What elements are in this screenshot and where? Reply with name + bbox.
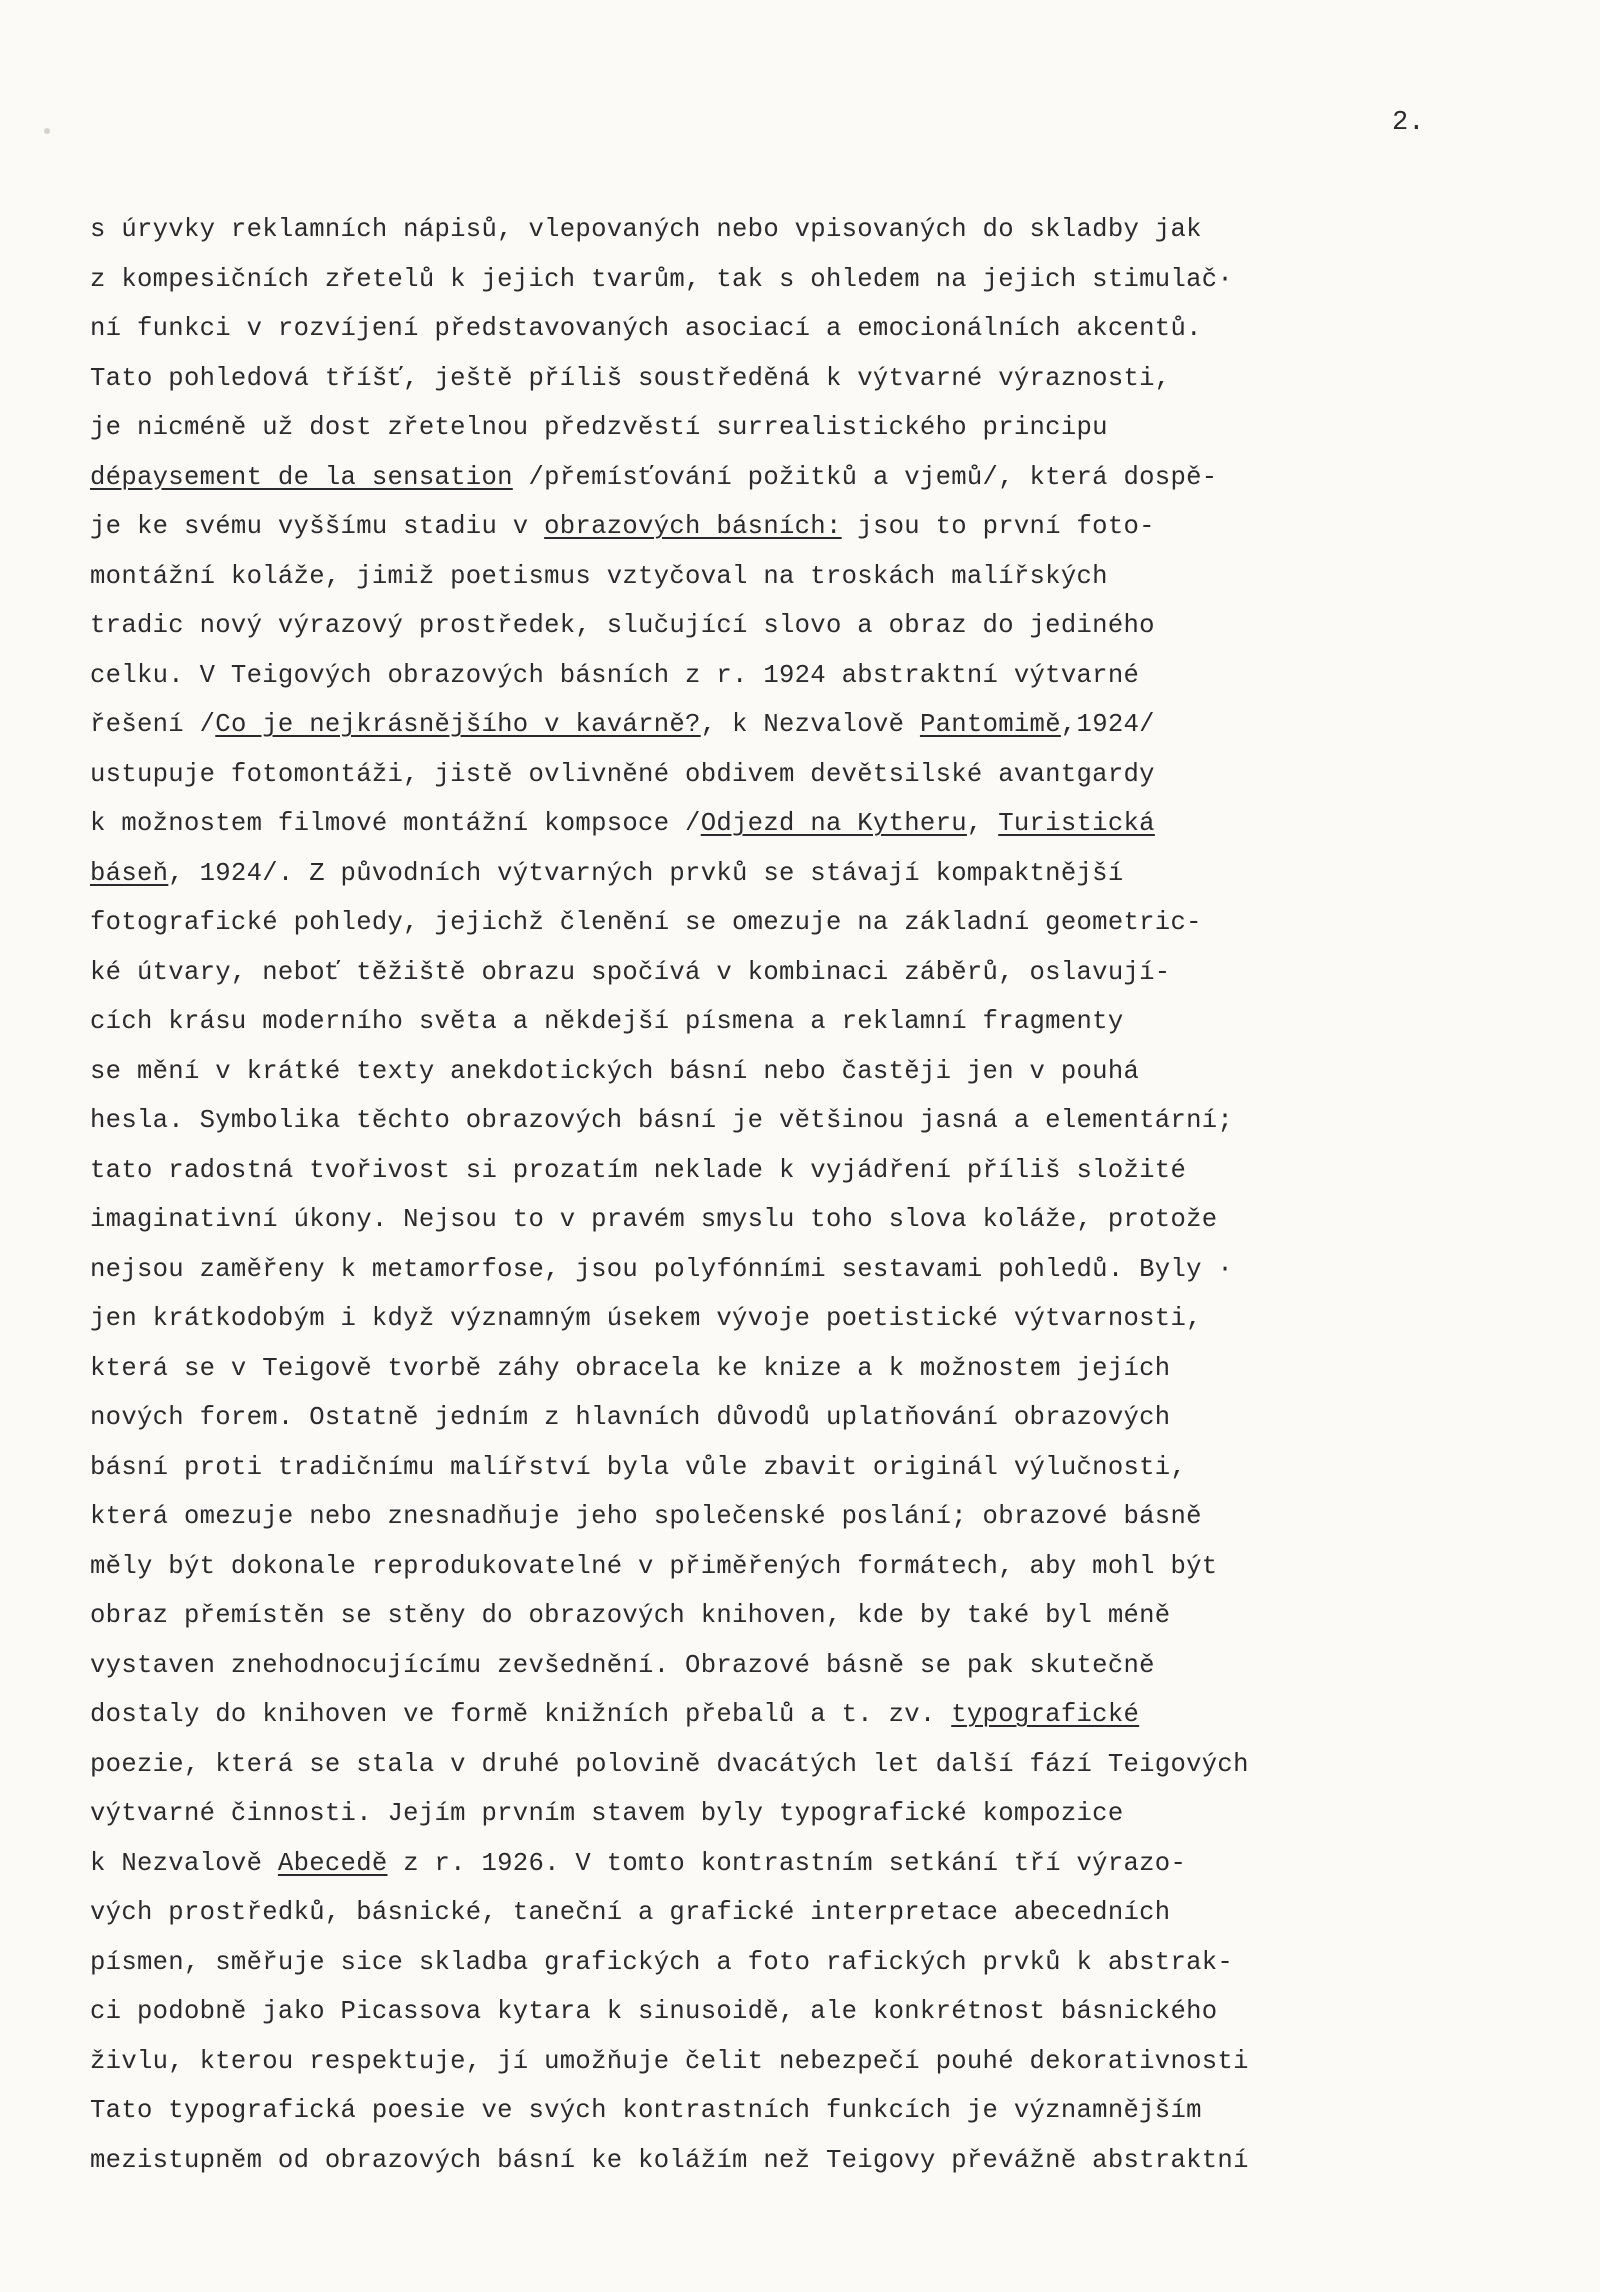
text-line bbox=[90, 1146, 1590, 1196]
page-number: 2. bbox=[1392, 108, 1425, 138]
text-line bbox=[90, 1690, 1590, 1740]
line-text: poezie, která se stala v druhé polovině dvacátých let další fází Teigových bbox=[90, 1749, 1249, 1779]
text-line bbox=[90, 1195, 1590, 1245]
line-text: k možnostem filmové montážní kompsoce / bbox=[90, 809, 701, 838]
text-line bbox=[90, 1393, 1590, 1443]
text-line bbox=[90, 948, 1590, 998]
line-text: s úryvky reklamních nápisů, vlepovaných nebo vpisovaných do skladby jak bbox=[90, 215, 1202, 244]
line-text: vých prostředků, básnické, taneční a grafické interpretace abecedních bbox=[90, 1898, 1171, 1927]
line-text: k Nezvalově bbox=[90, 1848, 278, 1878]
text-line bbox=[90, 1542, 1590, 1592]
text-line bbox=[90, 849, 1590, 899]
line-text: Tato pohledová tříšť, ještě příliš soustředěná k výtvarné výraznosti, bbox=[90, 363, 1171, 393]
line-text: ci podobně jako Picassova kytara k sinusoidě, ale konkrétnost básnického bbox=[90, 1997, 1218, 2026]
line-text: fotografické pohledy, jejichž členění se omezuje na základní geometric- bbox=[90, 908, 1202, 937]
line-text: celku. V Teigových obrazových básních z r. 1924 abstraktní výtvarné bbox=[90, 660, 1140, 690]
line-text: mezistupněm od obrazových básní ke kolážím než Teigovy převážně abstraktní bbox=[90, 2145, 1249, 2175]
line-text: vystaven znehodnocujícímu zevšednění. Obrazové básně se pak skutečně bbox=[90, 1650, 1155, 1680]
underlined-title: báseň bbox=[90, 858, 169, 888]
line-text: z kompesičních zřetelů k jejich tvarům, tak s ohledem na jejich stimulač· bbox=[90, 264, 1234, 294]
text-line bbox=[90, 403, 1590, 453]
text-line bbox=[90, 1294, 1590, 1344]
text-line bbox=[90, 750, 1590, 800]
line-text: , 1924/. Z původních výtvarných prvků se stávají kompaktnější bbox=[168, 858, 1124, 888]
text-line bbox=[90, 255, 1590, 305]
text-line bbox=[90, 1591, 1590, 1641]
text-line bbox=[90, 502, 1590, 552]
text-line bbox=[90, 1245, 1590, 1295]
line-text: řešení / bbox=[90, 710, 216, 739]
underlined-title: Co je nejkrásnějšího v kavárně? bbox=[215, 710, 701, 739]
line-text: z r. 1926. V tomto kontrastním setkání tří výrazo- bbox=[387, 1848, 1187, 1878]
underlined-title: Turistická bbox=[998, 809, 1155, 838]
line-text: obraz přemístěn se stěny do obrazových knihoven, kde by také byl méně bbox=[90, 1601, 1171, 1630]
text-line bbox=[90, 205, 1590, 255]
text-line bbox=[90, 1938, 1590, 1988]
text-line bbox=[90, 898, 1590, 948]
line-text: básní proti tradičnímu malířství byla vůle zbavit originál výlučnosti, bbox=[90, 1452, 1187, 1482]
line-text: ustupuje fotomontáži, jistě ovlivněné obdivem devětsilské avantgardy bbox=[90, 759, 1155, 789]
text-line bbox=[90, 2136, 1590, 2186]
body-text bbox=[90, 205, 1590, 2185]
line-text: , bbox=[966, 809, 999, 838]
underlined-title: Odjezd na Kytheru bbox=[700, 809, 967, 838]
text-line bbox=[90, 354, 1590, 404]
text-line bbox=[90, 552, 1590, 602]
line-text: výtvarné činnosti. Jejím prvním stavem byly typografické kompozice bbox=[90, 1799, 1124, 1828]
line-text: je ke svému vyššímu stadiu v bbox=[90, 512, 545, 541]
text-line bbox=[90, 651, 1590, 701]
line-text: se mění v krátké texty anekdotických básní nebo častěji jen v pouhá bbox=[90, 1056, 1140, 1086]
line-text: dostaly do knihoven ve formě knižních přebalů a t. zv. bbox=[90, 1700, 952, 1729]
text-line bbox=[90, 1740, 1590, 1790]
underlined-title: Pantomimě bbox=[919, 710, 1061, 739]
text-line bbox=[90, 799, 1590, 849]
line-text: je nicméně už dost zřetelnou předzvěstí surrealistického principu bbox=[90, 413, 1108, 442]
text-line bbox=[90, 700, 1590, 750]
text-line bbox=[90, 1443, 1590, 1493]
line-text: ní funkci v rozvíjení představovaných asociací a emocionálních akcentů. bbox=[90, 314, 1202, 343]
line-text: cích krásu moderního světa a někdejší písmena a reklamní fragmenty bbox=[90, 1007, 1124, 1036]
line-text: tradic nový výrazový prostředek, slučující slovo a obraz do jediného bbox=[90, 611, 1155, 640]
underlined-title: dépaysement de la sensation bbox=[90, 462, 513, 492]
text-line bbox=[90, 1344, 1590, 1394]
line-text: hesla. Symbolika těchto obrazových básní je většinou jasná a elementární; bbox=[90, 1106, 1234, 1135]
line-text: měly být dokonale reprodukovatelné v přiměřených formátech, aby mohl být bbox=[90, 1551, 1218, 1581]
text-line bbox=[90, 453, 1590, 503]
text-line bbox=[90, 2086, 1590, 2136]
line-text: jen krátkodobým i když významným úsekem vývoje poetistické výtvarnosti, bbox=[90, 1304, 1202, 1333]
line-text: nových forem. Ostatně jedním z hlavních důvodů uplatňování obrazových bbox=[90, 1403, 1171, 1432]
text-line bbox=[90, 1492, 1590, 1542]
line-text: , k Nezvalově bbox=[700, 710, 920, 739]
line-text: jsou to první foto- bbox=[841, 512, 1155, 541]
line-text: tato radostná tvořivost si prozatím neklade k vyjádření příliš složité bbox=[90, 1155, 1187, 1185]
line-text: nejsou zaměřeny k metamorfose, jsou polyfónními sestavami pohledů. Byly · bbox=[90, 1254, 1234, 1284]
line-text: která se v Teigově tvorbě záhy obracela ke knize a k možnostem jejích bbox=[90, 1353, 1171, 1383]
underlined-title: Abecedě bbox=[277, 1848, 388, 1878]
text-line bbox=[90, 304, 1590, 354]
text-line bbox=[90, 1789, 1590, 1839]
line-text: /přemísťování požitků a vjemů/, která dospě- bbox=[512, 462, 1218, 492]
text-line bbox=[90, 1047, 1590, 1097]
paper-speck bbox=[44, 128, 50, 134]
line-text: která omezuje nebo znesnadňuje jeho společenské poslání; obrazové básně bbox=[90, 1502, 1202, 1531]
line-text: Tato typografická poesie ve svých kontrastních funkcích je významnějším bbox=[90, 2096, 1202, 2125]
line-text: písmen, směřuje sice skladba grafických a foto rafických prvků k abstrak- bbox=[90, 1947, 1234, 1977]
text-line bbox=[90, 1096, 1590, 1146]
underlined-title: obrazových básních: bbox=[544, 512, 842, 541]
line-text: ké útvary, neboť těžiště obrazu spočívá v kombinaci záběrů, oslavují- bbox=[90, 957, 1171, 987]
text-line bbox=[90, 1888, 1590, 1938]
line-text: montážní koláže, jimiž poetismus vztyčoval na troskách malířských bbox=[90, 561, 1108, 591]
text-line bbox=[90, 1839, 1590, 1889]
line-text: ,1924/ bbox=[1060, 710, 1155, 739]
text-line bbox=[90, 1987, 1590, 2037]
line-text: živlu, kterou respektuje, jí umožňuje čelit nebezpečí pouhé dekorativnosti bbox=[90, 2046, 1249, 2076]
line-text: imaginativní úkony. Nejsou to v pravém smyslu toho slova koláže, protože bbox=[90, 1205, 1218, 1234]
text-line bbox=[90, 2037, 1590, 2087]
underlined-title: typografické bbox=[951, 1700, 1140, 1729]
text-line bbox=[90, 601, 1590, 651]
text-line bbox=[90, 1641, 1590, 1691]
text-line bbox=[90, 997, 1590, 1047]
